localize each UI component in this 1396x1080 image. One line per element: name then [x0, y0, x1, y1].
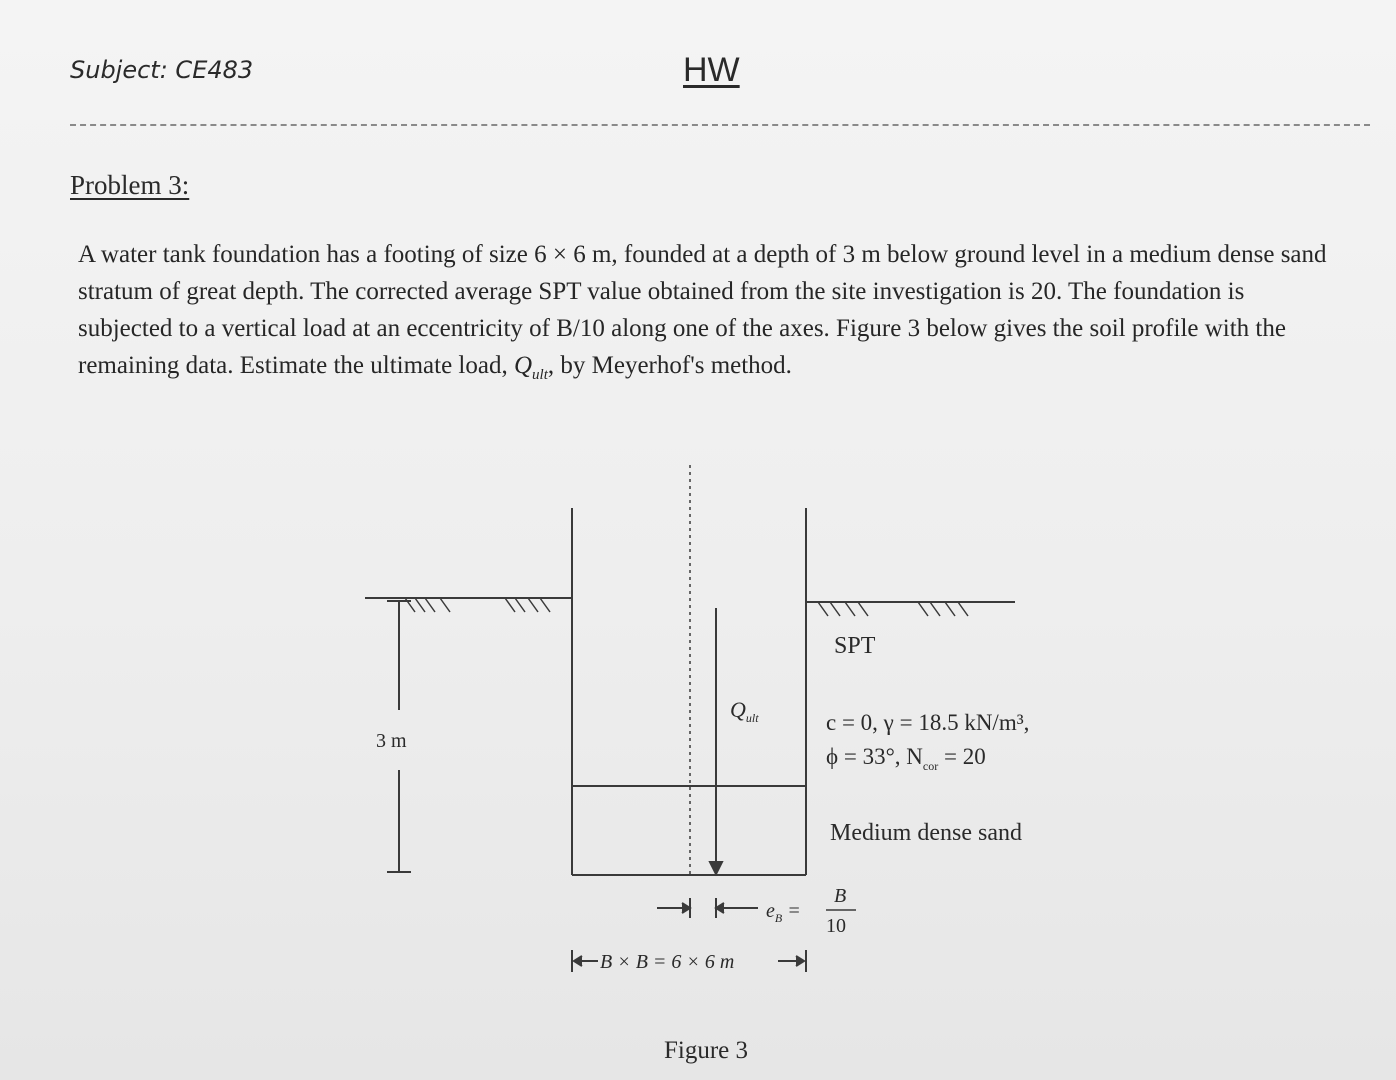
size-label: B × B = 6 × 6 m: [600, 951, 735, 973]
eccentricity-denominator: 10: [826, 915, 846, 937]
eccentricity-dimension: [657, 898, 758, 918]
subject-label: Subject: CE483: [70, 56, 254, 84]
load-arrowhead: [710, 862, 722, 874]
soil-props-line2: ϕ = 33°, $N_{cor} = 20$: [826, 744, 986, 773]
problem-text-pre: A water tank foundation has a footing of size 6 × 6 m, founded at a depth of 3 m below ground level in a medium dense sand stratum of great depth. The corrected average SPT value obtained from the site investigation is 20. The foundation is subjected to a vertical load at an eccentricity of B/10 along one of the axes. Figure 3 below gives the soil profile with the remaining data. Estimate the ultimate load,: [78, 241, 1327, 379]
spt-label: SPT: [834, 633, 876, 659]
q-ult-subscript: ult: [532, 367, 548, 383]
eccentricity-label: $e_B$ =: [766, 900, 801, 925]
eccentricity-numerator: B: [834, 885, 847, 907]
figure-caption: Figure 3: [664, 1037, 749, 1064]
problem-heading: Problem 3:: [70, 170, 190, 200]
load-label: $Q_{ult}$: [730, 697, 759, 725]
soil-type-label: Medium dense sand: [830, 820, 1022, 846]
assignment-title: HW: [683, 51, 740, 89]
ground-right: [806, 602, 1015, 616]
depth-label: 3 m: [376, 730, 407, 752]
soil-props-line1: c = 0, γ = 18.5 kN/m³,: [826, 710, 1030, 735]
q-ult-symbol: Q: [513, 352, 533, 379]
problem-text-post: , by Meyerhof's method.: [547, 352, 792, 379]
